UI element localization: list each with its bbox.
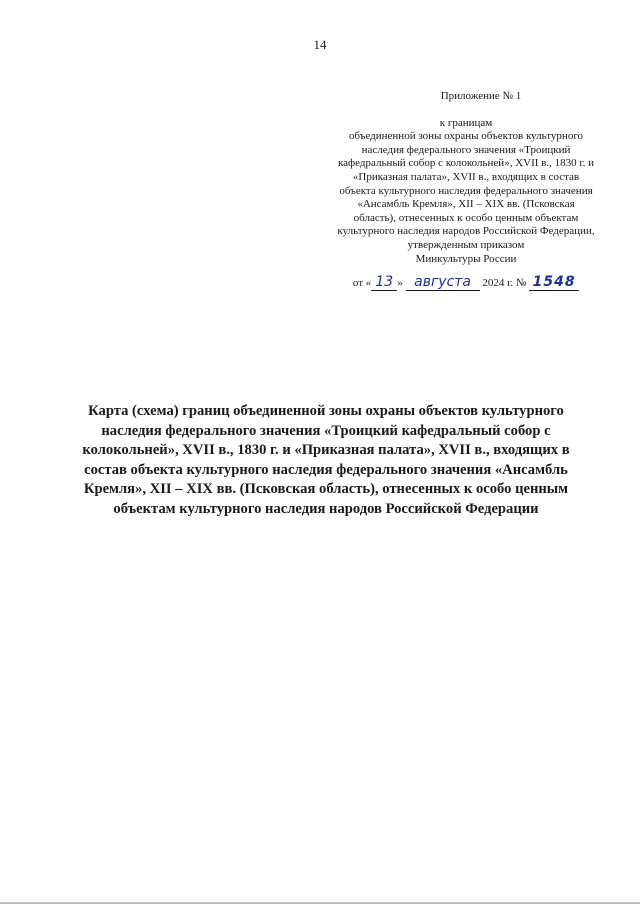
appendix-title: Приложение № 1 [440, 90, 522, 102]
title-line: Карта (схема) границ объединенной зоны охраны объектов культурного [88, 403, 564, 419]
appendix-line: «Приказная палата», XVII в., входящих в состав [352, 170, 580, 183]
handwritten-day: 13 [371, 275, 397, 291]
appendix-description [316, 117, 616, 267]
appendix-line: кафедральный собор с колокольней», XVII в., 1830 г. и [337, 157, 595, 170]
title-line: объектам культурного наследия народов Российской Федерации [113, 500, 539, 517]
appendix-line: наследия федерального значения «Троицкий [361, 143, 571, 156]
page-number: 14 [313, 37, 327, 52]
title-line: наследия федерального значения «Троицкий кафедральный собор с [101, 422, 551, 439]
appendix-line: «Ансамбль Кремля», XII – XIX вв. (Псковская [357, 198, 575, 211]
title-line: колокольней», XVII в., 1830 г. и «Приказная палата», XVII в., входящих в [82, 442, 570, 458]
appendix-line: объединенной зоны охраны объектов культурного [348, 130, 584, 143]
appendix-line: Минкультуры России [415, 252, 517, 265]
appendix-line: утвержденным приказом [407, 238, 525, 251]
order-day-close: » [397, 277, 403, 290]
appendix-line: объекта культурного наследия федерального значения [339, 184, 593, 197]
handwritten-month: августа [406, 275, 480, 291]
title-line: Кремля», XII – XIX вв. (Псковская область), отнесенных к особо ценным [83, 481, 569, 497]
document-title [60, 402, 592, 519]
order-date-line [316, 274, 616, 292]
appendix-line: к границам [439, 116, 493, 129]
order-prefix: от « [352, 277, 372, 290]
order-year-text: 2024 г. № [482, 277, 527, 290]
handwritten-order-number: 1548 [529, 275, 579, 291]
appendix-header [316, 90, 616, 292]
appendix-line: культурного наследия народов Российской Федерации, [337, 225, 595, 238]
title-line: состав объекта культурного наследия федерального значения «Ансамбль [84, 461, 568, 478]
appendix-line: область), отнесенных к особо ценным объектам [353, 211, 579, 224]
